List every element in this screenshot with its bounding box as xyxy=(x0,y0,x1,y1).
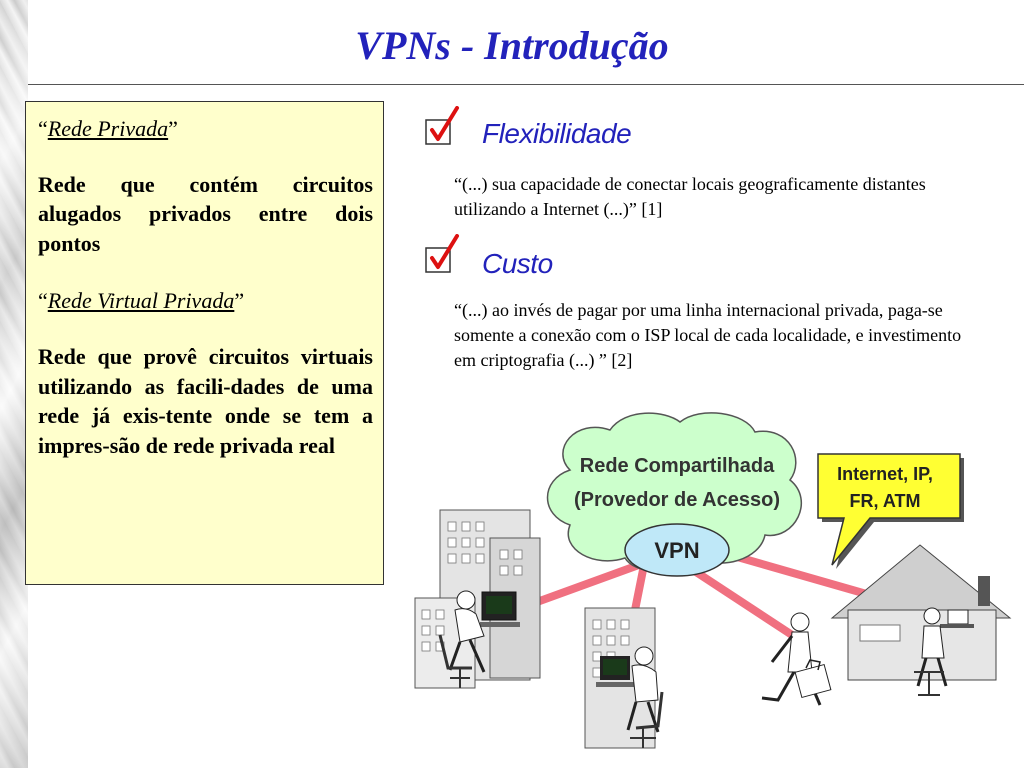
open-quote: “ xyxy=(38,288,48,314)
cloud-label-line1: Rede Compartilhada xyxy=(579,455,775,477)
checkbox-check-icon xyxy=(424,106,460,146)
close-quote: ” xyxy=(168,116,178,141)
link-to-mobile-user xyxy=(690,568,792,635)
callout-line1: Internet, IP, xyxy=(837,464,933,484)
vpn-diagram xyxy=(400,410,1024,768)
term-rede-virtual-privada xyxy=(38,288,373,314)
checkbox-check-icon xyxy=(424,234,460,274)
marble-background-strip xyxy=(0,0,28,768)
cloud-label-line2: (Provedor de Acesso) xyxy=(574,489,780,511)
office-building-left-icon xyxy=(415,510,540,688)
term-label: Rede Privada xyxy=(47,116,169,141)
slide-title: VPNs - Introdução xyxy=(355,23,669,68)
close-quote: ” xyxy=(234,288,245,314)
item-quote-custo: “(...) ao invés de pagar por uma linha internacional privada, paga-se somente a conexão com o ISP local de cada localidade, e investimento em criptografia (...) ” [2] xyxy=(454,300,962,371)
item-title-custo: Custo xyxy=(482,248,553,279)
home-office-house-icon xyxy=(832,545,1010,680)
term-rede-privada xyxy=(38,116,373,142)
vpn-label: VPN xyxy=(654,538,700,563)
term-label: Rede Virtual Privada xyxy=(47,288,235,314)
item-title-flexibilidade: Flexibilidade xyxy=(482,118,632,149)
definition-rede-privada: Rede que contém circuitos alugados privados entre dois pontos xyxy=(38,172,373,256)
callout-line2: FR, ATM xyxy=(849,491,921,511)
definition-rede-virtual-privada: Rede que provê circuitos virtuais utilizando as facili-dades de uma rede já exis-tente onde se tem a impres-são de rede privada real xyxy=(38,344,373,458)
item-quote-flexibilidade: “(...) sua capacidade de conectar locais geograficamente distantes utilizando a Internet (...)” [1] xyxy=(454,174,926,220)
title-divider xyxy=(28,84,1024,85)
open-quote: “ xyxy=(38,116,48,141)
definitions-box xyxy=(25,101,384,585)
